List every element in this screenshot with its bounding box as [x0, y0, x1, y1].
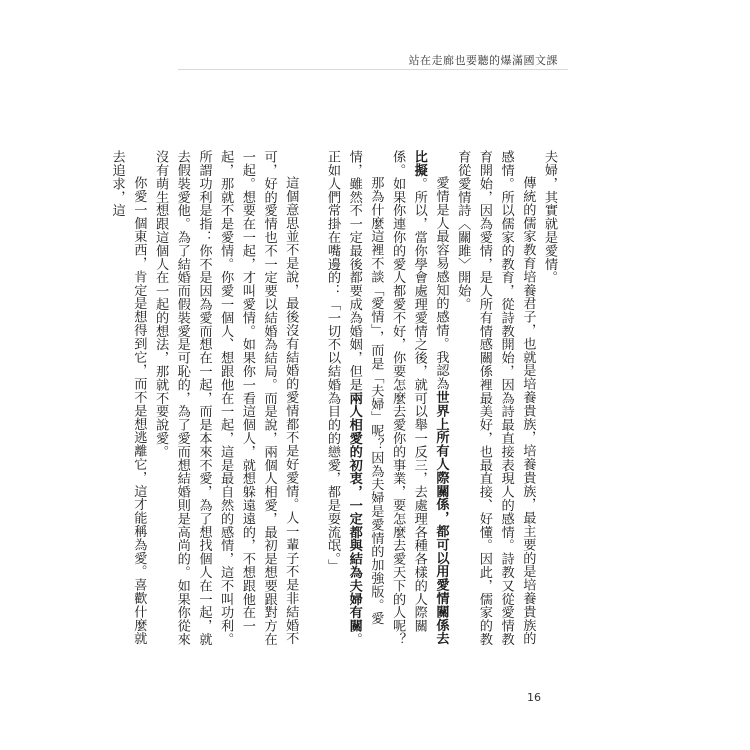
body-text-run: 愛情是人最容易感知的感情。我認為: [433, 176, 449, 391]
paragraph: [451, 150, 538, 650]
body-text-run: 你愛一個東西，肯定是想得到它，而不是想逃離它，這才能稱為愛。喜歡什麼就去追求，這: [109, 150, 147, 646]
emphasis-text: 兩人相愛的初衷，一定都與結為夫婦有關: [346, 391, 362, 633]
running-header: 站在走廊也要聽的爆滿國文課: [408, 54, 558, 67]
header-rule: [178, 69, 568, 70]
paragraph: [386, 150, 451, 650]
emphasis-text: 世界上所有人際關係，都可以用愛情關係去比擬: [411, 150, 449, 646]
page-number: 16: [527, 691, 541, 704]
body-text-run: 這個意思並不是說，最後沒有結婚的愛情都不是好愛情。人一輩子不是非結婚不可，好的愛情也不一定要以結婚為結局。而是說，兩個人相愛，最初是想要跟對方在一起。想要在一起，才叫愛情。如果你一看這個人，就想躲遠遠的，不想跟他在一起，那就不是愛情。你愛一個人、想跟他在一起，這是最自然的感情，這不叫功利。所謂功利是指：你不是因為愛而想在一起，而是本來不愛，為了想找個人在一起，就去假裝愛他。為了結婚而假裝愛是可恥的，為了愛而想結婚則是高尚的。如果你從來沒有萌生想跟這個人在一起的想法，那就不要說愛。: [153, 150, 299, 646]
body-text-run: 傳統的儒家教育培養君子，也就是培養貴族，培養貴族，最主要的是培養貴族的感情。所以儒家的教育，從詩教開始，因為詩最直接表現人的感情。詩教又從愛情教育開始，因為愛情，是人所有情感關係裡最美好，也最直接、好懂。因此，儒家的教育從愛情詩〈關雎〉開始。: [455, 150, 536, 646]
body-text-run: 。正如人們常掛在嘴邊的：「一切不以結婚為目的的戀愛，都是耍流氓。」: [324, 150, 362, 646]
paragraph: [538, 150, 560, 650]
paragraph: [321, 150, 386, 650]
body-text-run: 夫婦，其實就是愛情。: [542, 150, 557, 284]
paragraph: [106, 150, 149, 650]
body-text-run: 。所以，當你學會處理愛情之後，就可以舉一反三，去處理各種各樣的人際關係。如果你連你的愛人都愛不好，你要怎麼去愛你的事業，要怎麼去愛天下的人呢？: [390, 150, 427, 646]
paragraph: [149, 150, 301, 650]
body-text-run: 那為什麼這裡不談「愛情」，而是「夫婦」呢？因為夫婦是愛情的加強版。愛情，雖然不一定最後都要成為婚姻，但是: [346, 150, 384, 626]
body-text: [106, 150, 560, 650]
